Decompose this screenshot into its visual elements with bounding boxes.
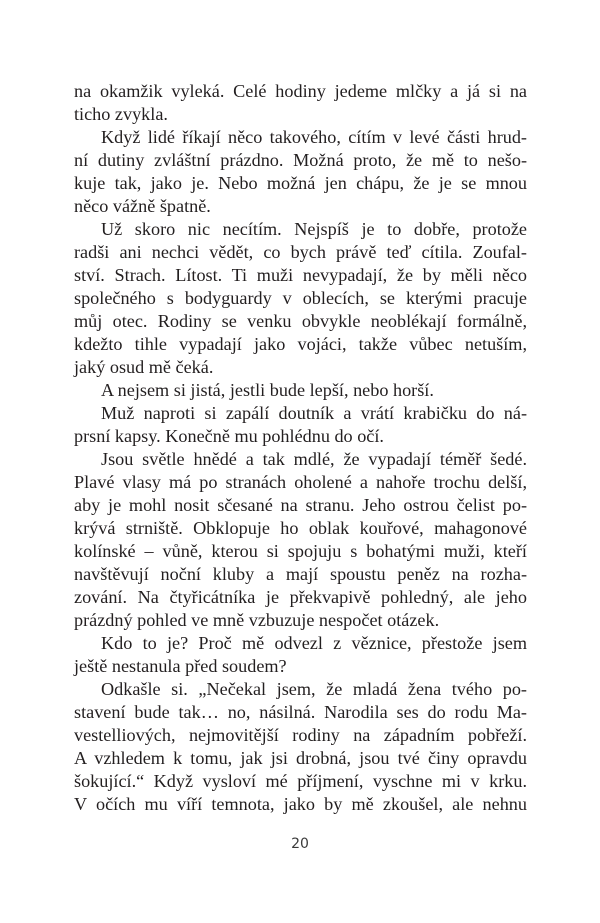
text-line: šokující.“ Když vysloví mé příjmení, vyschne mi v krku.	[74, 771, 527, 791]
text-line: kolínské – vůně, kterou si spojuju s bohatými muži, kteří	[74, 541, 527, 561]
text-line: Muž naproti si zapálí doutník a vrátí krabičku do ná-	[101, 403, 527, 423]
text-line: kdežto tihle vypadají jako vojáci, takže vůbec netuším,	[74, 334, 527, 354]
text-line: ní dutiny zvláštní prázdno. Možná proto, že mě to nešo-	[74, 150, 527, 170]
text-line: ještě nestanula před soudem?	[74, 656, 287, 676]
text-line: na okamžik vyleká. Celé hodiny jedeme mlčky a já si na	[74, 81, 527, 101]
text-line: zování. Na čtyřicátníka je překvapivě pohledný, ale jeho	[74, 587, 527, 607]
text-line: ticho zvykla.	[74, 104, 168, 124]
text-line: Kdo to je? Proč mě odvezl z věznice, přestože jsem	[101, 633, 527, 653]
text-line: Jsou světle hnědé a tak mdlé, že vypadají téměř šedé.	[101, 449, 527, 469]
text-line: ství. Strach. Lítost. Ti muži nevypadají, že by měli něco	[74, 265, 527, 285]
text-line: Když lidé říkají něco takového, cítím v levé části hrud-	[101, 127, 527, 147]
text-line: jaký osud mě čeká.	[74, 357, 214, 377]
text-line: prázdný pohled ve mně vzbuzuje nespočet otázek.	[74, 610, 440, 630]
text-line: Plavé vlasy má po stranách oholené a nahoře trochu delší,	[74, 472, 527, 492]
body-text	[74, 80, 527, 816]
text-line: aby je mohl nosit sčesané na stranu. Jeho ostrou čelist po-	[74, 495, 527, 515]
text-line: kuje tak, jako je. Nebo možná jen chápu, že je se mnou	[74, 173, 527, 193]
text-line: radši ani nechci vědět, co bych právě teď cítila. Zoufal-	[74, 242, 527, 262]
text-line: A nejsem si jistá, jestli bude lepší, nebo horší.	[101, 380, 434, 400]
text-line: navštěvují noční kluby a mají spoustu peněz na rozha-	[74, 564, 527, 584]
text-line: společného s bodyguardy v oblecích, se kterými pracuje	[74, 288, 527, 308]
text-line: Už skoro nic necítím. Nejspíš je to dobře, protože	[101, 219, 527, 239]
text-line: prsní kapsy. Konečně mu pohlédnu do očí.	[74, 426, 384, 446]
text-line: vestelliových, nejmovitější rodiny na západním pobřeží.	[74, 725, 527, 745]
text-line: můj otec. Rodiny se venku obvykle neoblékají formálně,	[74, 311, 527, 331]
text-line: stavení bude tak… no, násilná. Narodila ses do rodu Ma-	[74, 702, 527, 722]
text-line: A vzhledem k tomu, jak jsi drobná, jsou tvé činy opravdu	[74, 748, 527, 768]
page-number: 20	[291, 836, 309, 852]
text-line: V očích mu víří temnota, jako by mě zkoušel, ale nehnu	[74, 794, 527, 814]
text-line: Odkašle si. „Nečekal jsem, že mladá žena tvého po-	[101, 679, 527, 699]
text-line: krývá strniště. Obklopuje ho oblak kouřové, mahagonové	[74, 518, 527, 538]
text-line: něco vážně špatně.	[74, 196, 211, 216]
